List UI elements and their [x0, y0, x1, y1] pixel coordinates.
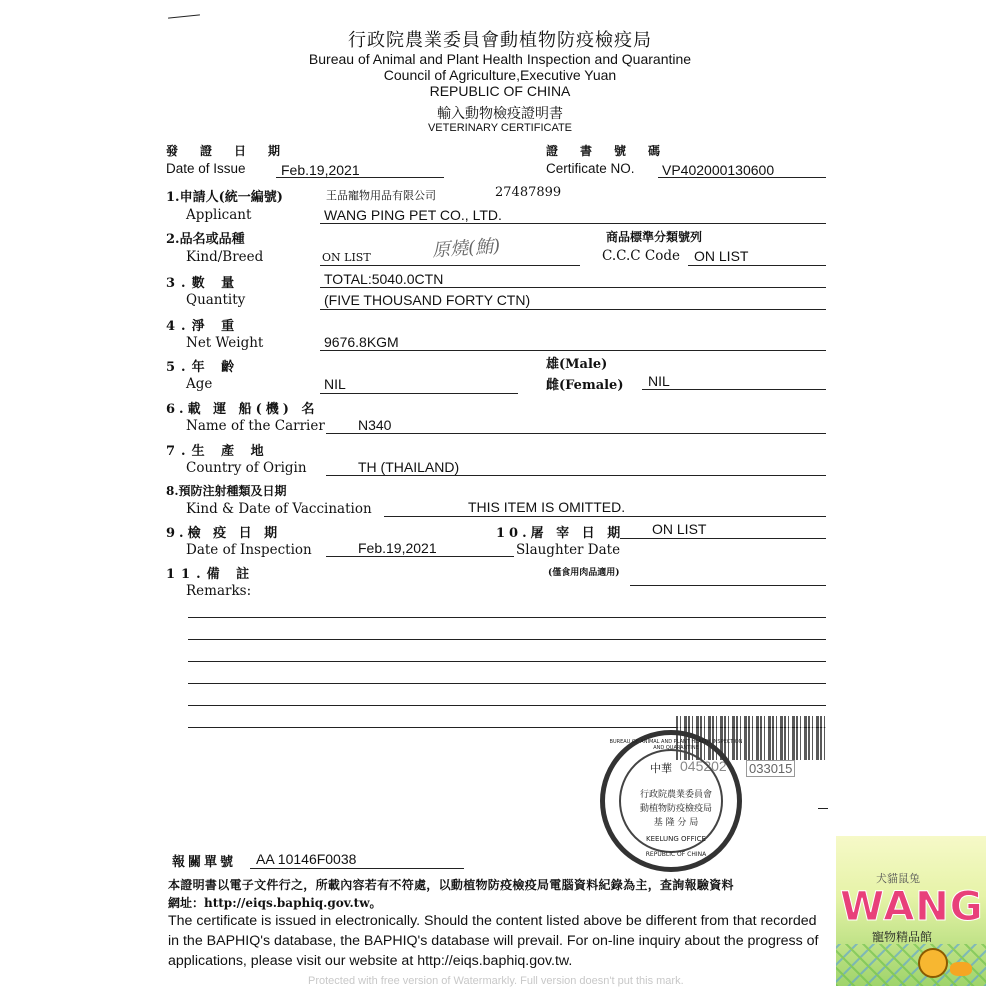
org-zh-title: 行政院農業委員會動植物防疫檢疫局	[348, 30, 652, 51]
weight-value: 9676.8KGM	[324, 334, 399, 350]
footer-zh-line-1: 本證明書以電子文件行之，所載內容若有不符處，以動植物防疫檢疫局電腦資料紀錄為主，查詢報驗資料	[168, 878, 734, 892]
logo-brand: WANG	[840, 884, 984, 930]
carrier-zh-label: 6.載 運 船(機) 名	[166, 402, 319, 417]
certificate-no-en-label: Certificate NO.	[546, 161, 635, 176]
vaccination-value: THIS ITEM IS OMITTED.	[468, 499, 626, 515]
barcode-number-3: 033015	[746, 760, 795, 777]
applicant-en-label: Applicant	[186, 207, 252, 223]
inspection-value: Feb.19,2021	[358, 540, 437, 556]
quantity-en-label: Quantity	[186, 292, 246, 308]
certificate-zh-title: 輸入動物檢疫證明書	[437, 106, 563, 122]
ccc-value: ON LIST	[694, 248, 749, 264]
vaccination-zh-label: 8.預防注射種類及日期	[166, 484, 287, 498]
origin-zh-label: 7.生 產 地	[166, 444, 270, 459]
wang-pet-logo	[836, 836, 986, 986]
seal-line-1: 行政院農業委員會	[639, 790, 712, 800]
org-en-line-2: Council of Agriculture,Executive Yuan	[383, 67, 617, 83]
remarks-zh-label: 11.備 註	[166, 567, 256, 582]
seal-bottom-1: KEELUNG OFFICE	[646, 835, 706, 843]
slaughter-note: (僅食用肉品適用)	[548, 568, 620, 578]
origin-value: TH (THAILAND)	[358, 459, 460, 475]
quantity-zh-label: 3.數 量	[166, 276, 241, 291]
org-en-line-3: REPUBLIC OF CHINA	[429, 83, 571, 99]
barcode-number-1: 中華	[650, 763, 672, 775]
kind-value: ON LIST	[322, 251, 371, 264]
kind-en-label: Kind/Breed	[186, 249, 264, 265]
footer-en-line-2: in the BAPHIQ's database, the BAPHIQ's database will prevail. For on-line inquiry about the progress of	[168, 933, 819, 949]
footer-zh-line-2: 網址：http://eiqs.baphiq.gov.tw。	[168, 896, 382, 910]
carrier-en-label: Name of the Carrier	[186, 418, 325, 434]
certificate-no-value: VP402000130600	[662, 162, 775, 178]
applicant-zh-label: 1.申請人(統一編號)	[166, 190, 283, 205]
seal-bottom-2: REPUBLIC OF CHINA	[645, 851, 707, 858]
inspection-en-label: Date of Inspection	[186, 542, 312, 558]
applicant-value: WANG PING PET CO., LTD.	[324, 207, 502, 223]
logo-girl-icon	[918, 948, 948, 978]
issue-date-en-label: Date of Issue	[166, 161, 246, 176]
slaughter-zh-label: 10.屠 宰 日 期	[496, 526, 625, 541]
age-en-label: Age	[186, 376, 213, 392]
origin-en-label: Country of Origin	[186, 460, 307, 476]
logo-cat-icon	[950, 962, 972, 976]
age-zh-label: 5.年 齡	[166, 360, 241, 375]
remarks-line	[188, 705, 826, 706]
report-no-value: AA 10146F0038	[256, 851, 357, 867]
footer-en-line-1: The certificate is issued in electronically. Should the content listed above be different from that recorded	[168, 913, 817, 929]
age-value: NIL	[324, 376, 346, 392]
issue-date-zh-label: 發證日期	[166, 144, 303, 158]
quantity-value-1: TOTAL:5040.0CTN	[324, 271, 444, 287]
certificate-en-title: VETERINARY CERTIFICATE	[427, 122, 573, 134]
slaughter-value: ON LIST	[652, 521, 707, 537]
vaccination-en-label: Kind & Date of Vaccination	[186, 501, 372, 517]
ccc-zh-label: 商品標準分類號列	[606, 230, 703, 244]
remarks-line	[188, 617, 826, 618]
male-label: 雄(Male)	[546, 357, 608, 372]
report-no-zh-label: 報關單號	[172, 855, 237, 870]
barcode-number-2: 045202	[680, 758, 727, 774]
seal-line-2: 動植物防疫檢疫局	[639, 804, 712, 814]
seal-arc-text: BUREAU OF ANIMAL AND PLANT HEALTH INSPECTION AND QUARANTINE	[609, 739, 743, 751]
slaughter-en-label: Slaughter Date	[516, 542, 621, 558]
inspection-zh-label: 9.檢 疫 日 期	[166, 526, 282, 541]
issue-date-value: Feb.19,2021	[281, 162, 360, 178]
ccc-en-label: C.C.C Code	[602, 248, 680, 264]
weight-en-label: Net Weight	[186, 335, 264, 351]
remarks-line	[188, 683, 826, 684]
remarks-en-label: Remarks:	[186, 583, 252, 599]
official-seal-icon	[600, 730, 742, 872]
kind-handwritten-note: 原燒(鮪)	[431, 235, 501, 262]
weight-zh-label: 4.淨 重	[166, 319, 241, 334]
quantity-value-2: (FIVE THOUSAND FORTY CTN)	[324, 292, 531, 308]
female-label: 雌(Female)	[546, 378, 624, 393]
watermark-text: Protected with free version of Watermarkly. Full version doesn't put this mark.	[308, 975, 684, 987]
certificate-no-zh-label: 證書號碼	[546, 144, 683, 158]
remarks-line	[188, 639, 826, 640]
kind-zh-label: 2.品名或品種	[166, 232, 245, 247]
applicant-zh-value: 王品寵物用品有限公司	[326, 189, 436, 202]
seal-line-3: 基 隆 分 局	[653, 818, 699, 828]
footer-en-line-3: applications, please visit our website at http://eiqs.baphiq.gov.tw.	[168, 953, 573, 969]
applicant-id: 27487899	[495, 185, 562, 200]
org-en-line-1: Bureau of Animal and Plant Health Inspection and Quarantine	[308, 51, 692, 67]
scan-mark	[168, 14, 200, 18]
carrier-value: N340	[358, 417, 392, 433]
remarks-line	[188, 661, 826, 662]
logo-bottom-text: 寵物精品館	[872, 930, 933, 944]
sex-value: NIL	[648, 373, 670, 389]
logo-top-text: 犬貓鼠兔	[876, 872, 920, 885]
